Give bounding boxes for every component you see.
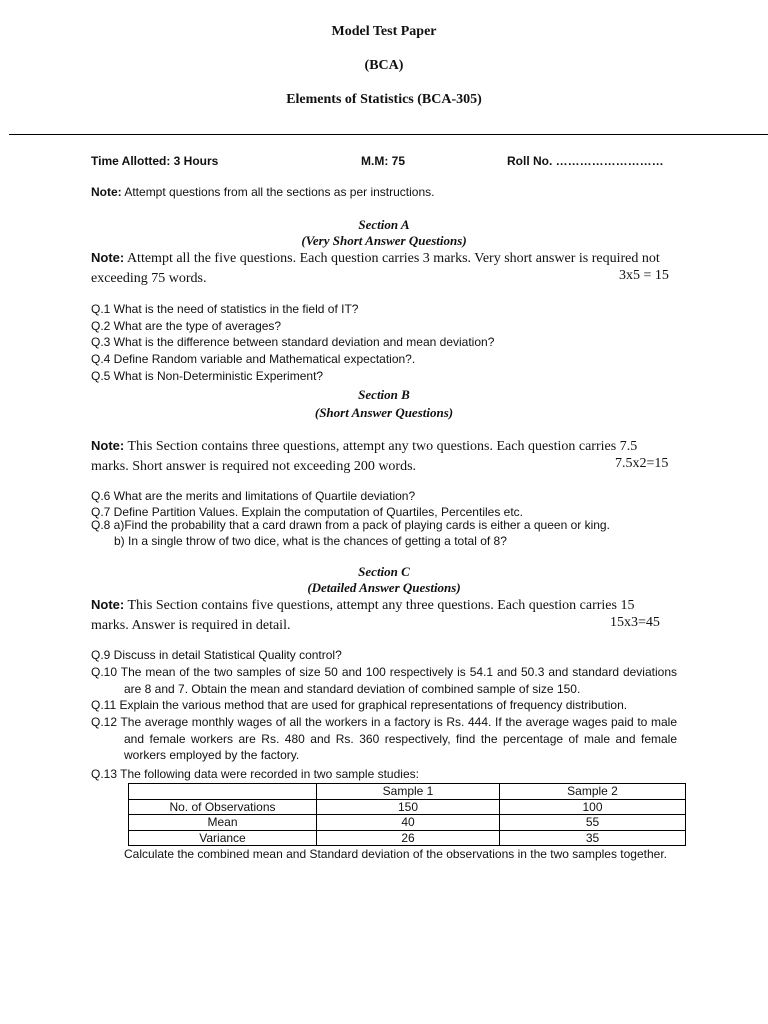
table-cell: 55: [500, 815, 686, 831]
section-b-marks: 7.5x2=15: [615, 456, 669, 471]
table-cell: 26: [317, 830, 500, 846]
table-cell: 40: [317, 815, 500, 831]
section-c-marks: 15x3=45: [610, 615, 660, 630]
table-cell: No. of Observations: [129, 799, 317, 815]
section-b-subtitle: (Short Answer Questions): [314, 405, 454, 420]
main-note-text: Attempt questions from all the sections as per instructions.: [121, 185, 435, 199]
main-note-label: Note:: [91, 185, 122, 199]
question-8a: Q.8 a)Find the probability that a card drawn from a pack of playing cards is either a queen or king.: [91, 518, 610, 532]
header-divider: [9, 134, 768, 135]
table-cell: 150: [317, 799, 500, 815]
question-3: Q.3 What is the difference between standard deviation and mean deviation?: [91, 335, 495, 349]
table-header-cell: Sample 1: [317, 784, 500, 800]
max-marks: M.M: 75: [361, 154, 406, 168]
question-4: Q.4 Define Random variable and Mathematical expectation?.: [91, 352, 416, 366]
question-5: Q.5 What is Non-Deterministic Experiment?: [91, 369, 324, 383]
table-cell: 100: [500, 799, 686, 815]
roll-number: Roll No. ………………………: [507, 154, 664, 168]
question-12-text: Q.12 The average monthly wages of all the workers in a factory is Rs. 444. If the average wages paid to male and female workers are Rs. 480 and Rs. 360 respectively, find the percentage of male and female workers employed by the factory.: [91, 715, 677, 762]
course-name: (BCA): [364, 58, 404, 73]
question-7: Q.7 Define Partition Values. Explain the computation of Quartiles, Percentiles etc.: [91, 505, 523, 519]
question-6: Q.6 What are the merits and limitations of Quartile deviation?: [91, 489, 416, 503]
section-c-title: Section C: [358, 564, 410, 579]
section-c-note-label: Note:: [91, 597, 125, 612]
table-cell: Mean: [129, 815, 317, 831]
paper-title: Model Test Paper: [331, 24, 437, 39]
table-row: [129, 830, 686, 846]
section-b-title: Section B: [358, 387, 410, 402]
question-9: Q.9 Discuss in detail Statistical Quality control?: [91, 648, 342, 662]
table-header-cell: Sample 2: [500, 784, 686, 800]
section-a-subtitle: (Very Short Answer Questions): [301, 233, 467, 248]
time-allotted: Time Allotted: 3 Hours: [91, 154, 219, 168]
question-10: [91, 664, 677, 697]
table-row: [129, 799, 686, 815]
section-b-note-text: This Section contains three questions, attempt any two questions. Each question carries 7.5 marks. Short answer is required not exceeding 200 words.: [91, 439, 638, 474]
sample-data-table: [128, 783, 686, 846]
section-b-note: [91, 436, 677, 477]
question-12: [91, 714, 677, 764]
table-header-cell: [129, 784, 317, 800]
section-c-subtitle: (Detailed Answer Questions): [307, 580, 461, 595]
section-a-note: [91, 248, 671, 289]
question-1: Q.1 What is the need of statistics in the field of IT?: [91, 302, 359, 316]
section-a-note-text: Attempt all the five questions. Each question carries 3 marks. Very short answer is required not exceeding 75 words.: [91, 251, 660, 286]
section-a-note-label: Note:: [91, 250, 125, 265]
section-a-marks: 3x5 = 15: [619, 268, 669, 283]
question-8b: b) In a single throw of two dice, what is the chances of getting a total of 8?: [114, 534, 507, 548]
table-cell: Variance: [129, 830, 317, 846]
section-b-note-label: Note:: [91, 438, 125, 453]
section-a-title: Section A: [358, 217, 410, 232]
question-11: Q.11 Explain the various method that are used for graphical representations of frequency distribution.: [91, 698, 628, 712]
question-10-text: Q.10 The mean of the two samples of size 50 and 100 respectively is 54.1 and 50.3 and standard deviations are 8 and 7. Obtain the mean and standard deviation of combined sample of size 150.: [91, 665, 677, 696]
section-c-note-text: This Section contains five questions, attempt any three questions. Each question carries 15 marks. Answer is required in detail.: [91, 598, 635, 633]
main-note: [91, 185, 435, 199]
question-13-instruction-text: Calculate the combined mean and Standard deviation of the observations in the two samples together.: [124, 847, 668, 861]
question-13: Q.13 The following data were recorded in two sample studies:: [91, 767, 419, 781]
table-cell: 35: [500, 830, 686, 846]
table-header-row: [129, 784, 686, 800]
subject-name: Elements of Statistics (BCA-305): [286, 92, 482, 107]
table-row: [129, 815, 686, 831]
question-13-instruction: [124, 846, 677, 863]
question-2: Q.2 What are the type of averages?: [91, 319, 282, 333]
section-c-note: [91, 595, 671, 636]
